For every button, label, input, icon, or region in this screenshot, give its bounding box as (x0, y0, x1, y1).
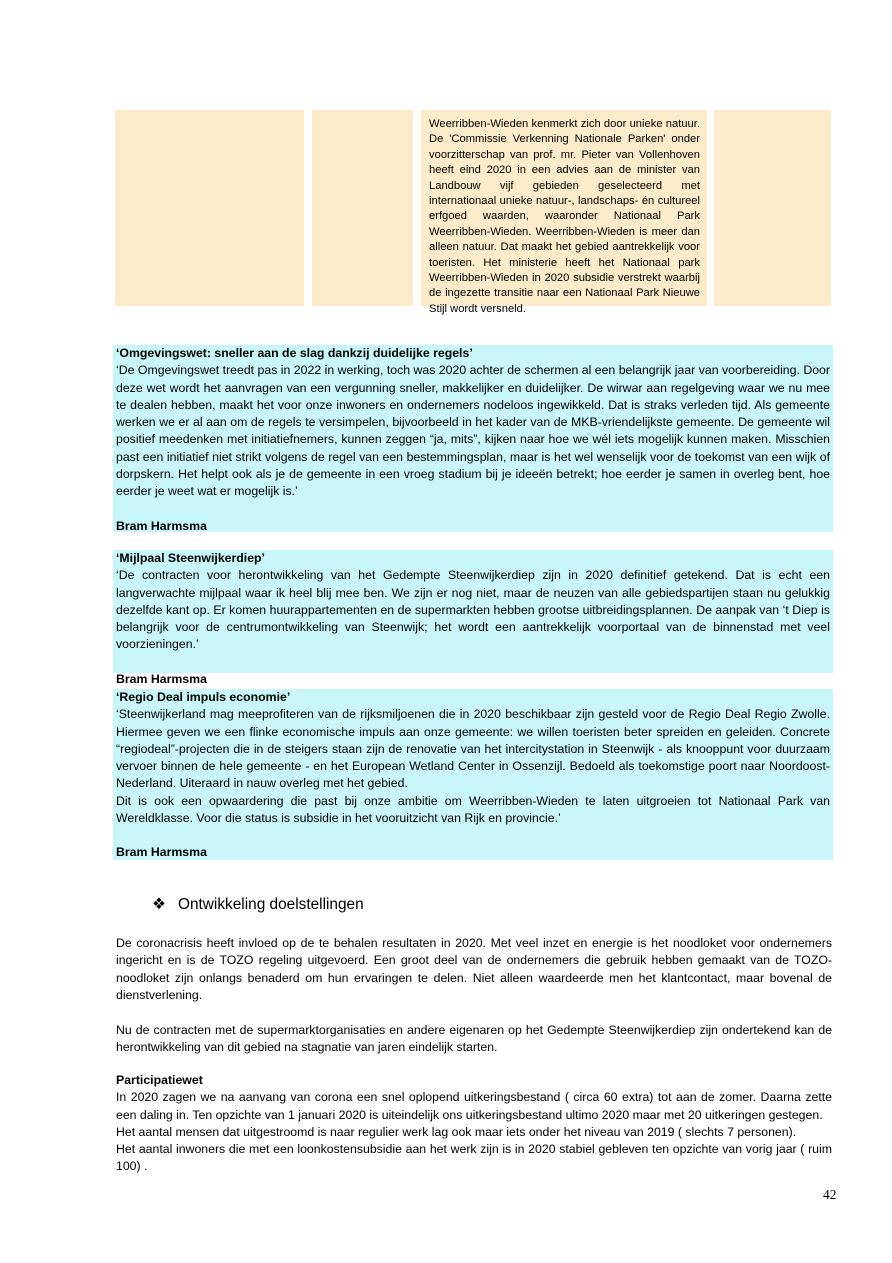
subheading: Participatiewet (116, 1073, 203, 1087)
paragraph-text: De coronacrisis heeft invloed op de te behalen resultaten in 2020. Met veel inzet en energie is het noodloket voor ondernemers ingericht en is de TOZO regeling uitgevoerd. Een groot deel van de ondernemers die gebruik hebben gemaakt van de TOZO-noodloket zijn onlangs benaderd om hun ervaringen te delen. Niet alleen waardeerde men het klantcontact, maar bovenal de dienstverlening. (116, 936, 832, 1002)
quote-box-regio-deal (113, 689, 833, 860)
section-paragraph-1 (116, 935, 832, 1004)
quote-box-steenwijkerdiep (113, 550, 833, 686)
table-cell-empty-1 (115, 110, 304, 306)
paragraph-line: In 2020 zagen we na aanvang van corona een snel oplopend uitkeringsbestand ( circa 60 extra) tot aan de zomer. Daarna zette een daling in. Ten opzichte van 1 januari 2020 is uiteindelijk ons uitkeringsbestand ultimo 2020 maar met 20 uitkeringen gestegen. (116, 1090, 832, 1122)
quote-author: Bram Harmsma (116, 671, 207, 686)
quote-title: ‘Omgevingswet: sneller aan de slag dankzij duidelijke regels’ (116, 346, 473, 360)
participatiewet-block (116, 1072, 832, 1176)
quote-author: Bram Harmsma (116, 518, 207, 533)
quote-box-omgevingswet (113, 345, 833, 532)
table-cell-empty-2 (312, 110, 413, 306)
paragraph-line: Het aantal inwoners die met een loonkostensubsidie aan het werk zijn is in 2020 stabiel gebleven ten opzichte van vorig jaar ( ruim 100) . (116, 1142, 832, 1174)
quote-title: ‘Regio Deal impuls economie’ (116, 690, 291, 704)
page-number: 42 (823, 1187, 837, 1202)
table-cell-empty-3 (714, 110, 831, 306)
quote-text: ‘De contracten voor herontwikkeling van het Gedempte Steenwijkerdiep zijn in 2020 definitief getekend. Dat is echt een langverwachte mijlpaal waar ik heel blij mee ben. We zijn er nog niet, maar de neuzen van alle gebiedspartijen staan nu gelukkig dezelfde kant op. Er komen huurappartementen en de supermarkten hebben grootse uitbreidingsplannen. De aanpak van ‘t Diep is belangrijk voor de centrumontwikkeling van Steenwijk; het wordt een aantrekkelijk voorportaal van de binnenstad met veel voorzieningen.’ (116, 568, 830, 652)
section-paragraph-2 (116, 1022, 832, 1057)
diamond-bullet-icon: ❖ (152, 896, 166, 913)
quote-text: ‘De Omgevingswet treedt pas in 2022 in werking, toch was 2020 achter de schermen al een belangrijk jaar van voorbereiding. Door deze wet wordt het aanvragen van een vergunning sneller, makkelijker en duidelijker. De wirwar aan regelgeving waar we nu mee te dealen hebben, maakt het voor onze inwoners en ondernemers nodeloos ingewikkeld. Dat is straks verleden tijd. Als gemeente werken we er al aan om de regels te versimpelen, bijvoorbeeld in het kader van de MKB-vriendelijkste gemeente. De gemeente wil positief meedenken met initiatiefnemers, kunnen zeggen “ja, mits”, kijken naar hoe we wél iets mogelijk kunnen maken. Misschien past een initiatief niet strikt volgens de regel van een bestemmingsplan, maar is het wel wenselijk voor de toekomst van een wijk of dorpskern. Het helpt ook als je de gemeente in een vroeg stadium bij je ideeën betrekt; hoe eerder je samen in overleg bent, hoe eerder je weet wat er mogelijk is.’ (116, 363, 830, 499)
paragraph-line: Het aantal mensen dat uitgestroomd is naar regulier werk lag ook maar iets onder het niveau van 2019 ( slechts 7 personen). (116, 1124, 797, 1139)
quote-author: Bram Harmsma (116, 845, 207, 860)
table-cell-text (421, 110, 707, 315)
paragraph-text: Nu de contracten met de supermarktorganisaties en andere eigenaren op het Gedempte Steenwijkerdiep zijn ondertekend kan de herontwikkeling van dit gebied na stagnatie van jaren eindelijk starten. (116, 1023, 832, 1055)
section-heading-text: Ontwikkeling doelstellingen (178, 896, 364, 913)
quote-title: ‘Mijlpaal Steenwijkerdiep’ (116, 551, 265, 565)
table-cell-paragraph: Weerribben-Wieden kenmerkt zich door unieke natuur. De 'Commissie Verkenning Nationale Parken' onder voorzitterschap van prof. mr. Pieter van Vollenhoven heeft eind 2020 in een advies aan de minister van Landbouw vijf gebieden geselecteerd met internationaal unieke natuur-, landschaps- én cultureel erfgoed waarden, waaronder Nationaal Park Weerribben-Wieden. Weerribben-Wieden is meer dan alleen natuur. Dat maakt het gebied aantrekkelijk voor toeristen. Het ministerie heeft het Nationaal park Weerribben-Wieden in 2020 subsidie verstrekt waarbij de ingezette transitie naar een Nationaal Park Nieuwe Stijl wordt versneld. (429, 118, 700, 315)
quote-text: ‘Steenwijkerland mag meeprofiteren van de rijksmiljoenen die in 2020 beschikbaar zijn gesteld voor de Regio Deal Regio Zwolle. Hiermee geven we een flinke economische impuls aan onze gemeente: we willen toeristen beter spreiden en geleiden. Concrete “regiodeal”-projecten die in de steigers staan zijn de renovatie van het intercitystation in Steenwijk - als knooppunt voor duurzaam vervoer binnen de hele gemeente - en het European Wetland Center in Ossenzijl. Bedoeld als toekomstige poort naar Noordoost-Nederland. Uiteraard in nauw overleg met het gebied. (116, 707, 830, 791)
info-table (115, 110, 831, 315)
quote-text-continued: Dit is ook een opwaardering die past bij onze ambitie om Weerribben-Wieden te laten uitgroeien tot Nationaal Park van Wereldklasse. Voor die status is subsidie in het vooruitzicht van Rijk en provincie.’ (116, 793, 830, 826)
section-heading (152, 895, 364, 914)
